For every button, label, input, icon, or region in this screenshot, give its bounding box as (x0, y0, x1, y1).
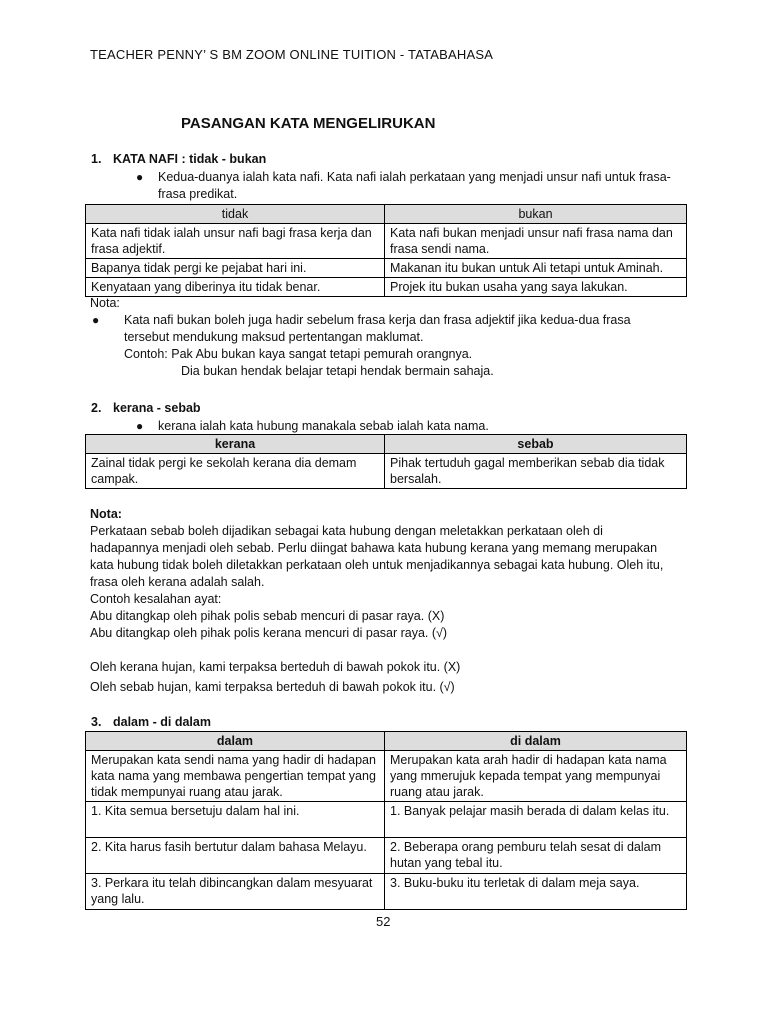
bullet-icon: ● (136, 419, 144, 433)
nota-line-2: tersebut mendukung maksud pertentangan maklumat. (124, 330, 424, 344)
table-cell: Kenyataan yang diberinya itu tidak benar. (86, 278, 385, 297)
section-1-heading (91, 151, 266, 168)
paragraph-line: Abu ditangkap oleh pihak polis sebab mencuri di pasar raya. (X) (90, 609, 445, 623)
table-row (86, 259, 687, 278)
section-1-title: KATA NAFI : tidak - bukan (113, 152, 267, 166)
contoh-line-2: Dia bukan hendak belajar tetapi hendak bermain sahaja. (181, 364, 494, 378)
table-cell: 2. Beberapa orang pemburu telah sesat di dalam hutan yang tebal itu. (385, 838, 687, 874)
table-row (86, 751, 687, 802)
bullet-icon: ● (92, 313, 100, 327)
table-cell: Merupakan kata arah hadir di hadapan kata nama yang mmerujuk kepada tempat yang mempunyai ruang atau jarak. (385, 751, 687, 802)
table-header-tidak: tidak (86, 205, 385, 224)
contoh-line-1: Contoh: Pak Abu bukan kaya sangat tetapi pemurah orangnya. (124, 347, 473, 361)
table-cell: Kata nafi bukan menjadi unsur nafi frasa nama dan frasa sendi nama. (385, 224, 687, 259)
table-cell: Makanan itu bukan untuk Ali tetapi untuk Aminah. (385, 259, 687, 278)
section-1-bullet-line-2: frasa predikat. (158, 187, 238, 201)
paragraph-line: Oleh kerana hujan, kami terpaksa berteduh di bawah pokok itu. (X) (90, 660, 461, 674)
table-row (86, 224, 687, 259)
section-1-bullet-line-1: Kedua-duanya ialah kata nafi. Kata nafi ialah perkataan yang menjadi unsur nafi untuk frasa- (158, 170, 671, 184)
table-header-bukan: bukan (385, 205, 687, 224)
table-tidak-bukan (85, 204, 687, 297)
table-kerana-sebab (85, 434, 687, 489)
page-number: 52 (376, 914, 391, 929)
section-3-heading (91, 714, 211, 731)
table-row (86, 874, 687, 910)
table-row (86, 454, 687, 489)
nota-label: Nota: (90, 296, 120, 310)
table-row (86, 802, 687, 838)
table-cell: 1. Banyak pelajar masih berada di dalam kelas itu. (385, 802, 687, 838)
table-cell: 2. Kita harus fasih bertutur dalam bahasa Melayu. (86, 838, 385, 874)
table-cell: Projek itu bukan usaha yang saya lakukan. (385, 278, 687, 297)
nota-line-1: Kata nafi bukan boleh juga hadir sebelum frasa kerja dan frasa adjektif jika kedua-dua frasa (124, 313, 631, 327)
section-1-number: 1. (91, 152, 102, 166)
paragraph-line: Abu ditangkap oleh pihak polis kerana mencuri di pasar raya. (√) (90, 626, 448, 640)
table-header-dalam: dalam (86, 732, 385, 751)
section-2-number: 2. (91, 401, 102, 415)
table-cell: Kata nafi tidak ialah unsur nafi bagi frasa kerja dan frasa adjektif. (86, 224, 385, 259)
paragraph-line: Contoh kesalahan ayat: (90, 592, 222, 606)
table-row (86, 838, 687, 874)
paragraph-line: Perkataan sebab boleh dijadikan sebagai kata hubung dengan meletakkan perkataan oleh di (90, 524, 603, 538)
section-2-title: kerana - sebab (113, 401, 201, 415)
table-cell: 3. Perkara itu telah dibincangkan dalam mesyuarat yang lalu. (86, 874, 385, 910)
section-2-bullet-line: kerana ialah kata hubung manakala sebab ialah kata nama. (158, 419, 489, 433)
paragraph-line: Oleh sebab hujan, kami terpaksa berteduh di bawah pokok itu. (√) (90, 680, 455, 694)
bullet-icon: ● (136, 170, 144, 184)
table-header-sebab: sebab (385, 435, 687, 454)
table-cell: Bapanya tidak pergi ke pejabat hari ini. (86, 259, 385, 278)
table-cell: Merupakan kata sendi nama yang hadir di hadapan kata nama yang membawa pengertian tempat yang tidak mempunyai ruang atau jarak. (86, 751, 385, 802)
paragraph-line: frasa oleh kerana adalah salah. (90, 575, 265, 589)
section-3-number: 3. (91, 715, 102, 729)
table-dalam-didalam (85, 731, 687, 910)
nota-label-2: Nota: (90, 507, 122, 521)
table-cell: 1. Kita semua bersetuju dalam hal ini. (86, 802, 385, 838)
table-row (86, 278, 687, 297)
table-header-kerana: kerana (86, 435, 385, 454)
table-cell: 3. Buku-buku itu terletak di dalam meja saya. (385, 874, 687, 910)
section-2-heading (91, 400, 201, 417)
section-3-title: dalam - di dalam (113, 715, 211, 729)
paragraph-line: hadapannya menjadi oleh sebab. Perlu diingat bahawa kata hubung kerana yang memang merupakan (90, 541, 658, 555)
table-cell: Zainal tidak pergi ke sekolah kerana dia demam campak. (86, 454, 385, 489)
page-header: TEACHER PENNY’ S BM ZOOM ONLINE TUITION - TATABAHASA (90, 47, 494, 62)
table-header-di-dalam: di dalam (385, 732, 687, 751)
table-cell: Pihak tertuduh gagal memberikan sebab dia tidak bersalah. (385, 454, 687, 489)
paragraph-line: kata hubung tidak boleh diletakkan perkataan oleh untuk menjadikannya sebagai kata hubung. Oleh itu, (90, 558, 664, 572)
page-title: PASANGAN KATA MENGELIRUKAN (181, 115, 436, 132)
